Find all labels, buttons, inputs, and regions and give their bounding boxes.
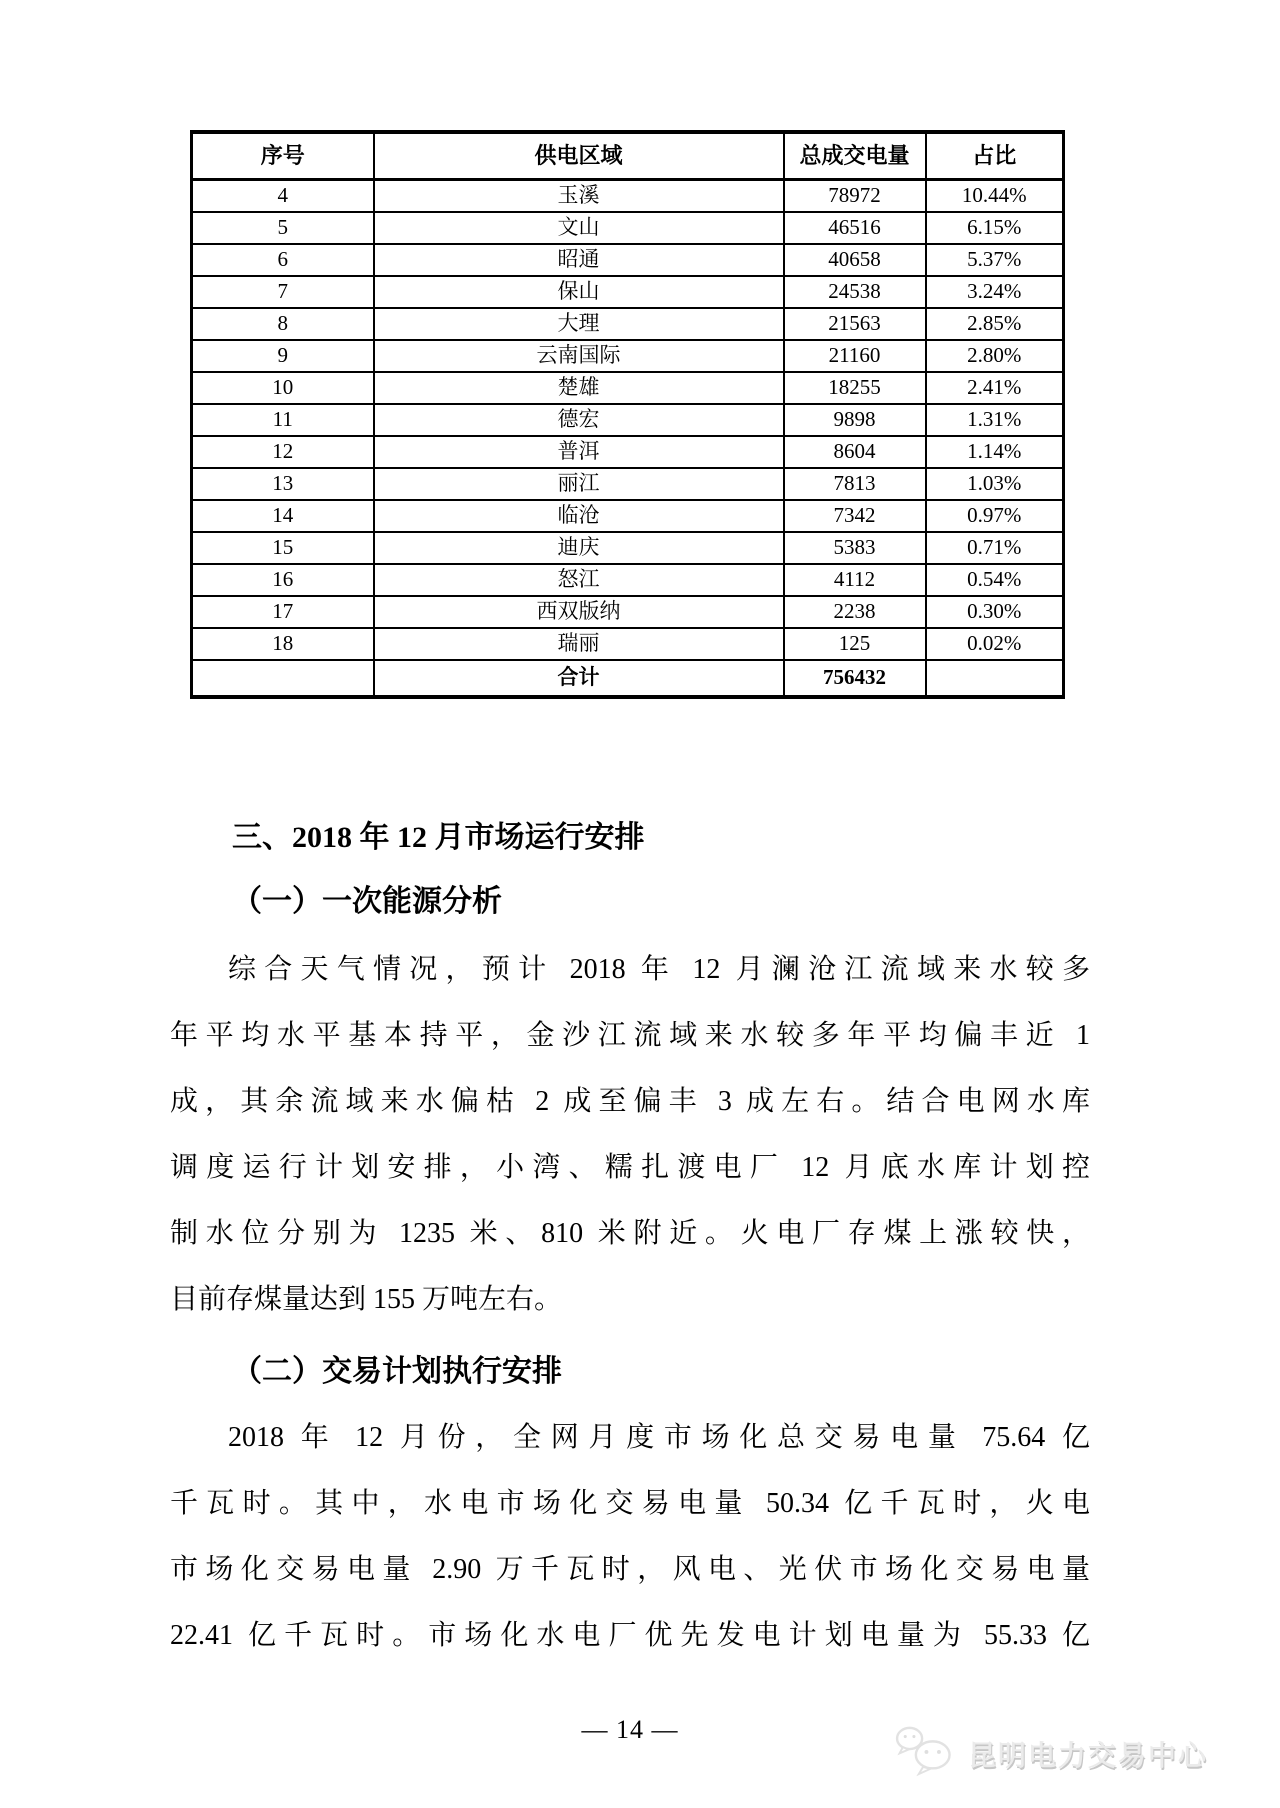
paragraph-line: 年平均水平基本持平，金沙江流域来水较多年平均偏丰近 1 — [170, 1020, 1090, 1051]
table-cell: 9898 — [784, 404, 926, 436]
table-cell: 8604 — [784, 436, 926, 468]
table-cell: 怒江 — [374, 564, 784, 596]
table-cell: 文山 — [374, 212, 784, 244]
table-cell: 7342 — [784, 500, 926, 532]
table-cell: 4112 — [784, 564, 926, 596]
table-cell: 7813 — [784, 468, 926, 500]
table-cell: 756432 — [784, 660, 926, 697]
watermark-text: 昆明电力交易中心 — [967, 1739, 1208, 1771]
table-cell: 11 — [192, 404, 374, 436]
table-cell: 2238 — [784, 596, 926, 628]
table-row — [192, 500, 1064, 532]
table-body — [192, 180, 1064, 698]
table-cell: 78972 — [784, 180, 926, 213]
table-cell: 0.54% — [926, 564, 1064, 596]
table-row — [192, 244, 1064, 276]
table-cell: 1.31% — [926, 404, 1064, 436]
table-cell: 大理 — [374, 308, 784, 340]
table-cell: 9 — [192, 340, 374, 372]
subsection-heading-1: （一）一次能源分析 — [232, 885, 502, 918]
table-row — [192, 340, 1064, 372]
table-header-row — [192, 132, 1064, 180]
table-row — [192, 660, 1064, 697]
col-header-share: 占比 — [926, 132, 1064, 180]
paragraph-line: 2018 年 12 月份，全网月度市场化总交易电量 75.64 亿 — [228, 1422, 1090, 1453]
table-row — [192, 436, 1064, 468]
table-cell: 6.15% — [926, 212, 1064, 244]
publisher-watermark — [894, 1725, 1208, 1782]
table-cell: 昭通 — [374, 244, 784, 276]
table-row — [192, 468, 1064, 500]
table-cell: 21160 — [784, 340, 926, 372]
paragraph-line: 22.41 亿千瓦时。市场化水电厂优先发电计划电量为 55.33 亿 — [170, 1620, 1090, 1651]
table-cell: 1.03% — [926, 468, 1064, 500]
wechat-icon — [894, 1725, 956, 1782]
table-cell: 5383 — [784, 532, 926, 564]
power-volume-table — [190, 130, 1065, 699]
table-row — [192, 212, 1064, 244]
table-cell: 15 — [192, 532, 374, 564]
paragraph-line: 调度运行计划安排，小湾、糯扎渡电厂 12 月底水库计划控 — [170, 1152, 1090, 1183]
table-cell: 2.80% — [926, 340, 1064, 372]
table-row — [192, 404, 1064, 436]
table-cell: 18255 — [784, 372, 926, 404]
table-cell: 7 — [192, 276, 374, 308]
table-cell: 2.41% — [926, 372, 1064, 404]
col-header-region: 供电区域 — [374, 132, 784, 180]
table-row — [192, 276, 1064, 308]
subsection-heading-2: （二）交易计划执行安排 — [232, 1355, 562, 1388]
table-cell — [192, 660, 374, 697]
table-row — [192, 596, 1064, 628]
table-cell: 5 — [192, 212, 374, 244]
paragraph-trade-plan — [170, 1405, 1090, 1669]
table-cell: 46516 — [784, 212, 926, 244]
table-row — [192, 628, 1064, 660]
table-cell: 10.44% — [926, 180, 1064, 213]
table-cell: 迪庆 — [374, 532, 784, 564]
table-cell: 德宏 — [374, 404, 784, 436]
table-cell: 保山 — [374, 276, 784, 308]
page-number: — 14 — — [581, 1715, 679, 1744]
table-cell: 24538 — [784, 276, 926, 308]
table-cell — [926, 660, 1064, 697]
table-cell: 14 — [192, 500, 374, 532]
document-content — [0, 130, 1280, 1745]
table-cell: 丽江 — [374, 468, 784, 500]
table-cell: 楚雄 — [374, 372, 784, 404]
paragraph-line: 制水位分别为 1235 米、810 米附近。火电厂存煤上涨较快， — [170, 1218, 1090, 1249]
col-header-index: 序号 — [192, 132, 374, 180]
table-cell: 13 — [192, 468, 374, 500]
table-cell: 0.97% — [926, 500, 1064, 532]
table-cell: 125 — [784, 628, 926, 660]
table-cell: 西双版纳 — [374, 596, 784, 628]
table-row — [192, 564, 1064, 596]
table-row — [192, 308, 1064, 340]
table-cell: 临沧 — [374, 500, 784, 532]
col-header-volume: 总成交电量 — [784, 132, 926, 180]
table-cell: 18 — [192, 628, 374, 660]
paragraph-line: 综合天气情况，预计 2018 年 12 月澜沧江流域来水较多 — [228, 954, 1090, 985]
paragraph-line: 成，其余流域来水偏枯 2 成至偏丰 3 成左右。结合电网水库 — [170, 1086, 1090, 1117]
table-cell: 玉溪 — [374, 180, 784, 213]
table-cell: 5.37% — [926, 244, 1064, 276]
paragraph-line: 目前存煤量达到 155 万吨左右。 — [170, 1284, 563, 1315]
table-cell: 0.02% — [926, 628, 1064, 660]
table-cell: 17 — [192, 596, 374, 628]
table-cell: 21563 — [784, 308, 926, 340]
table-cell: 16 — [192, 564, 374, 596]
table-cell: 8 — [192, 308, 374, 340]
table-cell: 4 — [192, 180, 374, 213]
table-cell: 普洱 — [374, 436, 784, 468]
table-cell: 0.71% — [926, 532, 1064, 564]
table-cell: 40658 — [784, 244, 926, 276]
table-cell: 1.14% — [926, 436, 1064, 468]
table-cell: 12 — [192, 436, 374, 468]
table-cell: 10 — [192, 372, 374, 404]
table-cell: 2.85% — [926, 308, 1064, 340]
table-cell: 0.30% — [926, 596, 1064, 628]
section-heading: 三、2018 年 12 月市场运行安排 — [232, 821, 645, 854]
table-row — [192, 532, 1064, 564]
paragraph-line: 千瓦时。其中，水电市场化交易电量 50.34 亿千瓦时，火电 — [170, 1488, 1090, 1519]
table-cell: 3.24% — [926, 276, 1064, 308]
paragraph-energy-analysis — [170, 937, 1090, 1333]
table-header — [192, 132, 1064, 180]
table-cell: 瑞丽 — [374, 628, 784, 660]
table-row — [192, 372, 1064, 404]
paragraph-line: 市场化交易电量 2.90 万千瓦时，风电、光伏市场化交易电量 — [170, 1554, 1090, 1585]
table-cell: 合计 — [374, 660, 784, 697]
table-row — [192, 180, 1064, 213]
table-cell: 6 — [192, 244, 374, 276]
table-cell: 云南国际 — [374, 340, 784, 372]
